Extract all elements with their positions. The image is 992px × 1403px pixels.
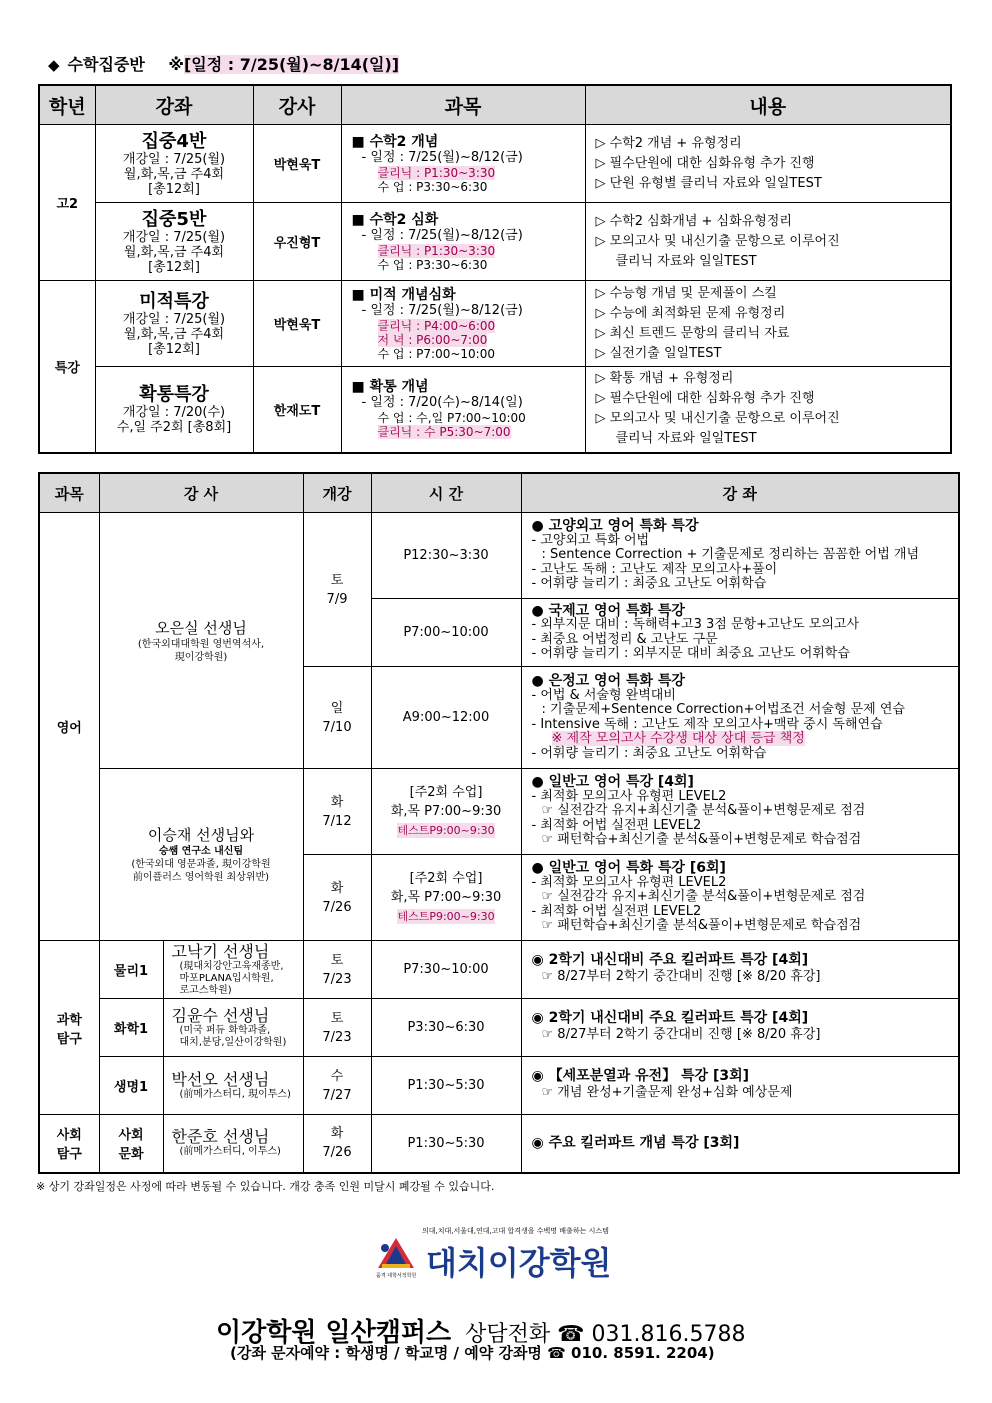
course-subject-cell: 물리1: [99, 941, 163, 999]
lecture-cell: ◉ 주요 킬러파트 개념 특강 [3회]: [521, 1115, 959, 1173]
content-cell: ▷ 수학2 심화개념 + 심화유형정리 ▷ 모의고사 및 내신기출 문항으로 이루어진 클리닉 자료와 일일TEST: [585, 203, 951, 281]
table-row: [39, 941, 959, 999]
teacher-cell: 고낙기 선생님 (現대치강안고육재종반, 마포PLANA입시학원, 로고스학원): [163, 941, 303, 999]
table-row: [39, 203, 951, 281]
subject-cell: 영어: [39, 513, 99, 941]
teacher-cell: 박현욱T: [253, 281, 341, 367]
subject-cell: ■ 수학2 개념 - 일정 : 7/25(월)~8/12(금) 클리닉 : P1:30~3:30 수 업 : P3:30~6:30: [341, 125, 585, 203]
content-cell: ▷ 확통 개념 + 유형정리 ▷ 필수단원에 대한 심화유형 추가 진행 ▷ 모의고사 및 내신기출 문항으로 이루어진 클리닉 자료와 일일TEST: [585, 367, 951, 453]
grade-cell: 특강: [39, 281, 95, 453]
course-cell: 확통특강 개강일 : 7/20(수) 수,일 주2회 [총8회]: [95, 367, 253, 453]
date-cell: 화 7/12: [303, 769, 371, 855]
teacher-cell: 한재도T: [253, 367, 341, 453]
date-cell: 수 7/27: [303, 1057, 371, 1115]
teacher-cell: 오은실 선생님 (한국외대대학원 영번역석사, 現이강학원): [99, 513, 303, 769]
time-cell: P12:30~3:30: [371, 513, 521, 599]
diamond-icon: ◆: [48, 56, 60, 74]
teacher-cell: 박선오 선생님 (前메가스터디, 現이투스): [163, 1057, 303, 1115]
date-cell: 화 7/26: [303, 855, 371, 941]
date-cell: 화 7/26: [303, 1115, 371, 1173]
elective-course-table: [38, 472, 960, 1174]
course-subject-cell: 생명1: [99, 1057, 163, 1115]
math-course-table: [38, 84, 952, 454]
teacher-cell: 김윤수 선생님 (미국 퍼듀 화학과졸, 대치,분당,일산이강학원): [163, 999, 303, 1057]
table-row: [39, 999, 959, 1057]
campus-name: 이강학원 일산캠퍼스: [216, 1318, 452, 1348]
date-cell: 토 7/9: [303, 513, 371, 667]
table-row: [39, 367, 951, 453]
lecture-cell: ● 일반고 영어 특화 특강 [6회] - 최적화 모의고사 유형편 LEVEL2 ☞ 실전감각 유지+최신기출 분석&풀이+변형문제로 점검 - 최적화 어법 실전편 LEVEL2 ☞ 패턴학습+최신기출 분석&풀이+변형문제로 학습점검: [521, 855, 959, 941]
teacher-cell: 우진형T: [253, 203, 341, 281]
teacher-cell: 박현욱T: [253, 125, 341, 203]
content-cell: ▷ 수능형 개념 및 문제풀이 스킬 ▷ 수능에 최적화된 문제 유형정리 ▷ 최신 트렌드 문항의 클리닉 자료 ▷ 실전기출 일일TEST: [585, 281, 951, 367]
grade-cell: 고2: [39, 125, 95, 281]
subject-cell: ■ 수학2 심화 - 일정 : 7/25(월)~8/12(금) 클리닉 : P1:30~3:30 수 업 : P3:30~6:30: [341, 203, 585, 281]
notice-text: ※ 상기 강좌일정은 사정에 따라 변동될 수 있습니다. 개강 충족 인원 미달시 폐강될 수 있습니다.: [36, 1180, 495, 1193]
time-cell: [주2회 수업] 화,목 P7:00~9:30 테스트P9:00~9:30: [371, 769, 521, 855]
lecture-cell: ◉ 【세포분열과 유전】 특강 [3회] ☞ 개념 완성+기출문제 완성+심화 예상문제: [521, 1057, 959, 1115]
table-row: [39, 769, 959, 855]
subject-cell: ■ 확통 개념 - 일정 : 7/20(수)~8/14(일) 수 업 : 수,일 P7:00~10:00 클리닉 : 수 P5:30~7:00: [341, 367, 585, 453]
logo-name: 대치이강학원: [426, 1244, 612, 1282]
academy-logo: [376, 1224, 626, 1284]
schedule-label: ※[일정 : 7/25(월)~8/14(일)]: [168, 55, 400, 74]
lecture-cell: ◉ 2학기 내신대비 주요 킬러파트 특강 [4회] ☞ 8/27부터 2학기 중간대비 진행 [※ 8/20 휴강]: [521, 941, 959, 999]
subject-cell: ■ 미적 개념심화 - 일정 : 7/25(월)~8/12(금) 클리닉 : P4:00~6:00 저 녁 : P6:00~7:00 수 업 : P7:00~10:00: [341, 281, 585, 367]
subject-cell: 과학 탐구: [39, 941, 99, 1115]
lecture-cell: ◉ 2학기 내신대비 주요 킬러파트 특강 [4회] ☞ 8/27부터 2학기 중간대비 진행 [※ 8/20 휴강]: [521, 999, 959, 1057]
course-cell: 미적특강 개강일 : 7/25(월) 월,화,목,금 주4회 [총12회]: [95, 281, 253, 367]
lecture-cell: ● 고양외고 영어 특화 특강 - 고양외고 특화 어법 : Sentence Correction + 기출문제로 정리하는 꼼꼼한 어법 개념 - 고난도 독해 : 고난도 제작 모의고사+풀이 - 어휘량 늘리기 : 최중요 고난도 어휘학습: [521, 513, 959, 599]
logo-tagline: 의대,치대,서울대,연대,고대 합격생을 수백명 배출하는 시스템: [422, 1227, 609, 1235]
time-cell: A9:00~12:00: [371, 667, 521, 769]
table-row: [39, 125, 951, 203]
time-cell: P3:30~6:30: [371, 999, 521, 1057]
table-row: [39, 513, 959, 599]
course-cell: 집중5반 개강일 : 7/25(월) 월,화,목,금 주4회 [총12회]: [95, 203, 253, 281]
course-cell: 집중4반 개강일 : 7/25(월) 월,화,목,금 주4회 [총12회]: [95, 125, 253, 203]
date-cell: 토 7/23: [303, 941, 371, 999]
table-row: [39, 281, 951, 367]
table-row: [39, 1115, 959, 1173]
logo-mark-icon: 품격 대학서적학원: [376, 1236, 420, 1282]
time-cell: P7:00~10:00: [371, 599, 521, 667]
section-title: ◆ 수학집중반 ※[일정 : 7/25(월)~8/14(일)]: [48, 55, 400, 74]
reservation-info: (강좌 문자예약 : 학생명 / 학교명 / 예약 강좌명 ☎ 010. 8591. 2204): [230, 1344, 715, 1362]
subject-cell: 사회 탐구: [39, 1115, 99, 1173]
course-subject-cell: 화학1: [99, 999, 163, 1057]
phone-number: 상담전화 ☎ 031.816.5788: [465, 1322, 746, 1347]
content-cell: ▷ 수학2 개념 + 유형정리 ▷ 필수단원에 대한 심화유형 추가 진행 ▷ 단원 유형별 클리닉 자료와 일일TEST: [585, 125, 951, 203]
table-header-row: 과목 강 사 개강 시 간 강 좌: [39, 473, 959, 513]
date-cell: 일 7/10: [303, 667, 371, 769]
lecture-cell: ● 일반고 영어 특강 [4회] - 최적화 모의고사 유형편 LEVEL2 ☞ 실전감각 유지+최신기출 분석&풀이+변형문제로 점검 - 최적화 어법 실전편 LEVEL2 ☞ 패턴학습+최신기출 분석&풀이+변형문제로 학습점검: [521, 769, 959, 855]
lecture-cell: ● 은정고 영어 특화 특강 - 어법 & 서술형 완벽대비 : 기출문제+Sentence Correction+어법조건 서술형 문제 연습 - Intensive 독해 : 고난도 제작 모의고사+맥락 중시 독해연습 ※ 제작 모의고사 수강생 대상 상대 등급 책정 - 어휘량 늘리기 : 최중요 고난도 어휘학습: [521, 667, 959, 769]
date-cell: 토 7/23: [303, 999, 371, 1057]
teacher-cell: 이승재 선생님와 승쌤 연구소 내신팀 (한국외대 영문과졸, 現이강학원 前이플러스 영어학원 최상위반): [99, 769, 303, 941]
time-cell: P1:30~5:30: [371, 1057, 521, 1115]
course-subject-cell: 사회 문화: [99, 1115, 163, 1173]
table-header-row: 학년 강좌 강사 과목 내용: [39, 85, 951, 125]
lecture-cell: ● 국제고 영어 특화 특강 - 외부지문 대비 : 독해력+고3 3점 문항+고난도 모의고사 - 최중요 어법정리 & 고난도 구문 - 어휘량 늘리기 : 외부지문 대비 최중요 고난도 어휘학습: [521, 599, 959, 667]
time-cell: P7:30~10:00: [371, 941, 521, 999]
time-cell: P1:30~5:30: [371, 1115, 521, 1173]
table-row: [39, 1057, 959, 1115]
time-cell: [주2회 수업] 화,목 P7:00~9:30 테스트P9:00~9:30: [371, 855, 521, 941]
teacher-cell: 한준호 선생님 (前메가스터디, 이투스): [163, 1115, 303, 1173]
